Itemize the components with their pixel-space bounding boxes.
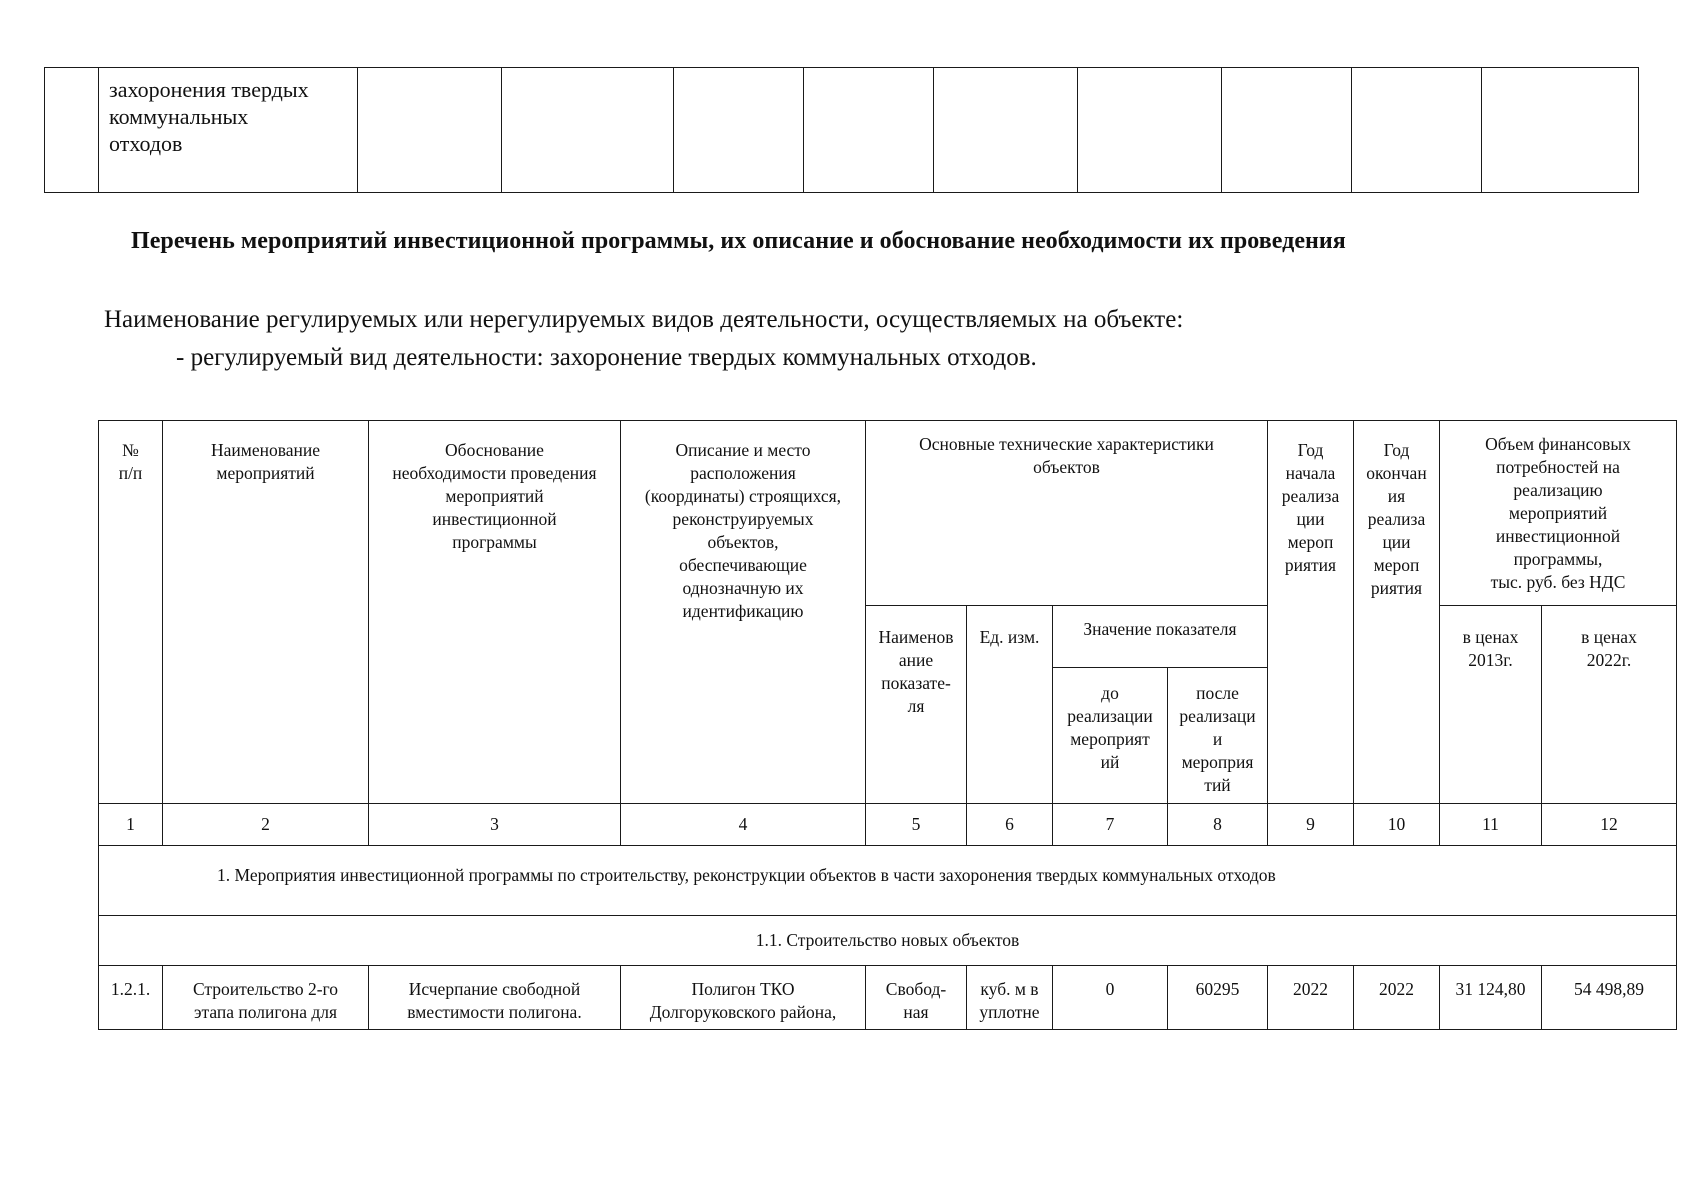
continuation-empty-cell bbox=[674, 68, 804, 193]
continuation-empty-cell bbox=[502, 68, 674, 193]
header-prices-2022: в ценах 2022г. bbox=[1542, 606, 1677, 804]
column-number: 3 bbox=[369, 804, 621, 846]
continuation-table bbox=[44, 67, 1639, 193]
continuation-num-cell bbox=[45, 68, 99, 193]
row-unit: куб. м в уплотне bbox=[967, 966, 1053, 1030]
row-cost-2022: 54 498,89 bbox=[1542, 966, 1677, 1030]
continuation-name-cell bbox=[99, 68, 358, 193]
continuation-empty-cell bbox=[358, 68, 502, 193]
header-row-1 bbox=[99, 421, 1677, 606]
continuation-row bbox=[45, 68, 1639, 193]
row-justification: Исчерпание свободной вместимости полигона. bbox=[369, 966, 621, 1030]
header-name: Наименование мероприятий bbox=[163, 421, 369, 804]
column-number: 5 bbox=[866, 804, 967, 846]
header-indicator-name: Наименов ание показате- ля bbox=[866, 606, 967, 804]
table-row bbox=[99, 966, 1677, 1030]
activity-description: Наименование регулируемых или нерегулируемых видов деятельности, осуществляемых на объекте: bbox=[104, 306, 1184, 333]
column-number: 11 bbox=[1440, 804, 1542, 846]
continuation-empty-cell bbox=[1482, 68, 1639, 193]
header-prices-2013: в ценах 2013г. bbox=[1440, 606, 1542, 804]
row-after: 60295 bbox=[1168, 966, 1268, 1030]
column-numbers-row bbox=[99, 804, 1677, 846]
row-description: Полигон ТКО Долгоруковского района, bbox=[621, 966, 866, 1030]
column-number: 1 bbox=[99, 804, 163, 846]
header-after: после реализаци и мероприя тий bbox=[1168, 668, 1268, 804]
continuation-empty-cell bbox=[1352, 68, 1482, 193]
row-indicator: Свобод- ная bbox=[866, 966, 967, 1030]
header-start-year: Год начала реализа ции мероп риятия bbox=[1268, 421, 1354, 804]
row-end-year: 2022 bbox=[1354, 966, 1440, 1030]
row-cost-2013: 31 124,80 bbox=[1440, 966, 1542, 1030]
header-justification: Обоснование необходимости проведения мероприятий инвестиционной программы bbox=[369, 421, 621, 804]
header-unit: Ед. изм. bbox=[967, 606, 1053, 804]
column-number: 12 bbox=[1542, 804, 1677, 846]
activity-item: - регулируемый вид деятельности: захоронение твердых коммунальных отходов. bbox=[176, 344, 1037, 371]
header-technical-characteristics: Основные технические характеристики объектов bbox=[866, 421, 1268, 606]
column-number: 8 bbox=[1168, 804, 1268, 846]
header-num: № п/п bbox=[99, 421, 163, 804]
header-end-year: Год окончан ия реализа ции мероп риятия bbox=[1354, 421, 1440, 804]
column-number: 9 bbox=[1268, 804, 1354, 846]
subsection-title: 1.1. Строительство новых объектов bbox=[99, 916, 1677, 966]
continuation-empty-cell bbox=[804, 68, 934, 193]
subsection-row bbox=[99, 916, 1677, 966]
column-number: 7 bbox=[1053, 804, 1168, 846]
continuation-empty-cell bbox=[1078, 68, 1222, 193]
row-before: 0 bbox=[1053, 966, 1168, 1030]
row-num: 1.2.1. bbox=[99, 966, 163, 1030]
header-finance: Объем финансовых потребностей на реализацию мероприятий инвестиционной программы, тыс. руб. без НДС bbox=[1440, 421, 1677, 606]
column-number: 10 bbox=[1354, 804, 1440, 846]
header-description: Описание и место расположения (координаты) строящихся, реконструируемых объектов, обеспечивающие однозначную их идентификацию bbox=[621, 421, 866, 804]
row-start-year: 2022 bbox=[1268, 966, 1354, 1030]
column-number: 6 bbox=[967, 804, 1053, 846]
continuation-text: захоронения твердых коммунальных отходов bbox=[109, 77, 309, 156]
continuation-empty-cell bbox=[934, 68, 1078, 193]
section-row bbox=[99, 846, 1677, 916]
column-number: 4 bbox=[621, 804, 866, 846]
continuation-empty-cell bbox=[1222, 68, 1352, 193]
header-before: до реализации мероприят ий bbox=[1053, 668, 1168, 804]
row-name: Строительство 2-го этапа полигона для bbox=[163, 966, 369, 1030]
investment-measures-table bbox=[98, 420, 1677, 1030]
header-indicator-value: Значение показателя bbox=[1053, 606, 1268, 668]
column-number: 2 bbox=[163, 804, 369, 846]
document-heading: Перечень мероприятий инвестиционной программы, их описание и обоснование необходимости их проведения bbox=[131, 228, 1346, 254]
section-title: 1. Мероприятия инвестиционной программы по строительству, реконструкции объектов в части захоронения твердых коммунальных отходов bbox=[99, 846, 1677, 916]
